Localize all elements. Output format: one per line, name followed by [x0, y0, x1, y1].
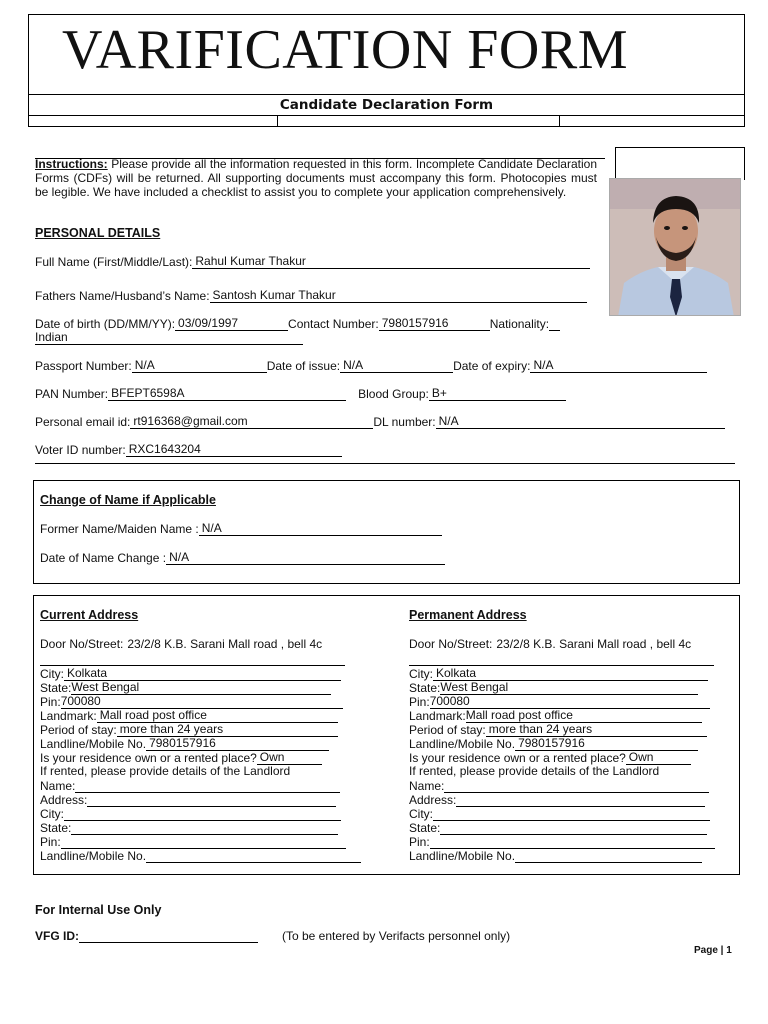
permanent-pin-field[interactable]: 700080	[430, 694, 710, 709]
contact-field[interactable]: 7980157916	[379, 316, 490, 331]
current-rented-text: If rented, please provide details of the Landlord	[40, 764, 291, 778]
current-door-label: Door No/Street:	[40, 637, 124, 651]
current-ll-address-row	[40, 792, 336, 807]
permanent-period-field[interactable]: more than 24 years	[486, 722, 707, 737]
permanent-ll-address-row	[409, 792, 705, 807]
name-change-heading: Change of Name if Applicable	[40, 493, 216, 507]
permanent-ll-landline-row	[409, 848, 702, 863]
instructions-text: Please provide all the information requested in this form. Incomplete Candidate Declaration Forms (CDFs) will be returned. All supporting documents must accompany this form. Photocopies must be legible. We have included a checklist to assist you to complete your application comprehensively.	[35, 157, 597, 199]
permanent-city-field[interactable]: Kolkata	[433, 666, 708, 681]
current-city-row	[40, 666, 341, 681]
current-ll-name-field[interactable]	[75, 778, 340, 793]
former-name-label: Former Name/Maiden Name :	[40, 522, 199, 536]
current-door-row	[40, 637, 341, 651]
permanent-pin-label: Pin:	[409, 695, 430, 709]
current-state-field[interactable]: West Bengal	[71, 680, 331, 695]
vfg-id-row	[35, 928, 510, 943]
header-grid-row	[28, 115, 745, 127]
current-state-row	[40, 680, 331, 695]
current-ll-landline-row	[40, 848, 361, 863]
instructions-paragraph	[35, 157, 597, 199]
permanent-ll-name-label: Name:	[409, 779, 445, 793]
permanent-pin-row	[409, 694, 710, 709]
full-name-label: Full Name (First/Middle/Last):	[35, 255, 193, 269]
dob-contact-row	[35, 316, 560, 331]
blood-group-label: Blood Group:	[358, 387, 429, 401]
permanent-landline-row	[409, 736, 698, 751]
vfg-id-note: (To be entered by Verifacts personnel only)	[282, 929, 511, 943]
permanent-state-label: State:	[409, 681, 441, 695]
current-ll-city-row	[40, 806, 341, 821]
current-pin-field[interactable]: 700080	[61, 694, 343, 709]
current-landmark-field[interactable]: Mall road post office	[97, 708, 338, 723]
name-change-date-label: Date of Name Change :	[40, 551, 167, 565]
permanent-ll-city-row	[409, 806, 710, 821]
email-field[interactable]: rt916368@gmail.com	[130, 414, 373, 429]
current-door-field[interactable]: 23/2/8 K.B. Sarani Mall road , bell 4c	[127, 637, 323, 651]
full-name-row	[35, 254, 590, 269]
vfg-id-label: VFG ID:	[35, 929, 79, 943]
current-ll-pin-field[interactable]	[61, 834, 346, 849]
permanent-landmark-row	[409, 708, 702, 723]
permanent-city-row	[409, 666, 708, 681]
permanent-ll-state-label: State:	[409, 821, 441, 835]
passport-row	[35, 358, 707, 373]
email-row	[35, 414, 725, 429]
pan-row	[35, 386, 566, 401]
current-landmark-row	[40, 708, 338, 723]
pan-field[interactable]: BFEPT6598A	[108, 386, 346, 401]
permanent-period-row	[409, 722, 707, 737]
permanent-landline-field[interactable]: 7980157916	[515, 736, 698, 751]
permanent-door-field[interactable]: 23/2/8 K.B. Sarani Mall road , bell 4c	[496, 637, 692, 651]
current-residence-label: Is your residence own or a rented place?	[40, 751, 257, 765]
permanent-door-row	[409, 637, 710, 651]
issue-field[interactable]: N/A	[340, 358, 453, 373]
candidate-photo	[609, 178, 741, 316]
dob-field[interactable]: 03/09/1997	[175, 316, 288, 331]
current-landmark-label: Landmark:	[40, 709, 97, 723]
permanent-city-label: City:	[409, 667, 433, 681]
current-city-field[interactable]: Kolkata	[64, 666, 341, 681]
current-ll-name-label: Name:	[40, 779, 76, 793]
full-name-field[interactable]: Rahul Kumar Thakur	[192, 254, 590, 269]
current-ll-address-field[interactable]	[87, 792, 336, 807]
passport-field[interactable]: N/A	[132, 358, 267, 373]
section-divider	[35, 463, 735, 464]
permanent-landline-label: Landline/Mobile No.	[409, 737, 516, 751]
permanent-residence-label: Is your residence own or a rented place?	[409, 751, 626, 765]
blood-group-field[interactable]: B+	[429, 386, 566, 401]
candidate-photo-illustration	[610, 179, 741, 316]
vfg-id-field[interactable]	[79, 928, 258, 943]
current-ll-pin-label: Pin:	[40, 835, 61, 849]
current-ll-name-row	[40, 778, 340, 793]
permanent-ll-pin-field[interactable]	[430, 834, 715, 849]
permanent-ll-pin-label: Pin:	[409, 835, 430, 849]
current-ll-pin-row	[40, 834, 346, 849]
nationality-label: Nationality:	[489, 317, 550, 331]
pan-label: PAN Number:	[35, 387, 109, 401]
contact-label: Contact Number:	[288, 317, 379, 331]
dl-label: DL number:	[373, 415, 436, 429]
name-change-date-field[interactable]: N/A	[166, 550, 445, 565]
current-pin-row	[40, 694, 343, 709]
current-city-label: City:	[40, 667, 64, 681]
permanent-rented-text: If rented, please provide details of the Landlord	[409, 764, 660, 778]
permanent-door-label: Door No/Street:	[409, 637, 493, 651]
father-name-row	[35, 288, 587, 303]
current-landline-field[interactable]: 7980157916	[146, 736, 329, 751]
dl-field[interactable]: N/A	[436, 414, 725, 429]
permanent-ll-address-label: Address:	[409, 793, 457, 807]
expiry-label: Date of expiry:	[453, 359, 531, 373]
permanent-period-label: Period of stay:	[409, 723, 486, 737]
current-ll-address-label: Address:	[40, 793, 88, 807]
form-subtitle: Candidate Declaration Form	[279, 97, 494, 113]
current-ll-city-label: City:	[40, 807, 64, 821]
permanent-landmark-field[interactable]: Mall road post office	[466, 708, 702, 723]
internal-use-heading: For Internal Use Only	[35, 903, 162, 917]
current-ll-state-row	[40, 820, 338, 835]
current-pin-label: Pin:	[40, 695, 61, 709]
permanent-state-field[interactable]: West Bengal	[440, 680, 698, 695]
page-number: Page | 1	[694, 945, 732, 956]
instructions-label: Instructions:	[35, 157, 108, 171]
nationality-field[interactable]: Indian	[35, 330, 303, 345]
father-name-field[interactable]: Santosh Kumar Thakur	[210, 288, 587, 303]
nationality-field-end[interactable]	[549, 316, 560, 331]
current-ll-landline-field[interactable]	[146, 848, 361, 863]
permanent-ll-landline-field[interactable]	[515, 848, 702, 863]
current-period-label: Period of stay:	[40, 723, 117, 737]
current-residence-row	[40, 750, 322, 765]
voter-label: Voter ID number:	[35, 443, 126, 457]
permanent-ll-city-label: City:	[409, 807, 433, 821]
current-address-heading: Current Address	[40, 608, 139, 622]
permanent-state-row	[409, 680, 698, 695]
current-ll-state-label: State:	[40, 821, 72, 835]
current-residence-field[interactable]: Own	[257, 750, 322, 765]
father-name-label: Fathers Name/Husband’s Name:	[35, 289, 210, 303]
dob-label: Date of birth (DD/MM/YY):	[35, 317, 176, 331]
permanent-ll-city-field[interactable]	[433, 806, 710, 821]
permanent-address-heading: Permanent Address	[409, 608, 527, 622]
current-landline-row	[40, 736, 329, 751]
permanent-ll-name-field[interactable]	[444, 778, 709, 793]
current-state-label: State:	[40, 681, 72, 695]
photo-frame	[615, 147, 745, 180]
permanent-ll-name-row	[409, 778, 709, 793]
grid-divider	[277, 115, 278, 127]
current-ll-landline-label: Landline/Mobile No.	[40, 849, 147, 863]
personal-details-heading: PERSONAL DETAILS	[35, 226, 161, 240]
voter-field[interactable]: RXC1643204	[126, 442, 342, 457]
page-title: VARIFICATION FORM	[62, 19, 629, 81]
passport-label: Passport Number:	[35, 359, 132, 373]
current-period-field[interactable]: more than 24 years	[117, 722, 338, 737]
voter-row	[35, 442, 342, 457]
permanent-residence-field[interactable]: Own	[626, 750, 691, 765]
permanent-ll-pin-row	[409, 834, 715, 849]
current-ll-state-field[interactable]	[71, 820, 338, 835]
former-name-row	[40, 521, 442, 536]
permanent-ll-landline-label: Landline/Mobile No.	[409, 849, 516, 863]
permanent-landmark-label: Landmark:	[409, 709, 466, 723]
permanent-ll-address-field[interactable]	[456, 792, 705, 807]
permanent-ll-state-row	[409, 820, 707, 835]
current-ll-city-field[interactable]	[64, 806, 341, 821]
nationality-row	[35, 330, 303, 345]
current-landline-label: Landline/Mobile No.	[40, 737, 147, 751]
expiry-field[interactable]: N/A	[530, 358, 707, 373]
permanent-ll-state-field[interactable]	[440, 820, 707, 835]
issue-label: Date of issue:	[266, 359, 341, 373]
current-period-row	[40, 722, 338, 737]
former-name-field[interactable]: N/A	[199, 521, 442, 536]
grid-divider	[559, 115, 560, 127]
email-label: Personal email id:	[35, 415, 131, 429]
name-change-date-row	[40, 550, 445, 565]
permanent-residence-row	[409, 750, 691, 765]
